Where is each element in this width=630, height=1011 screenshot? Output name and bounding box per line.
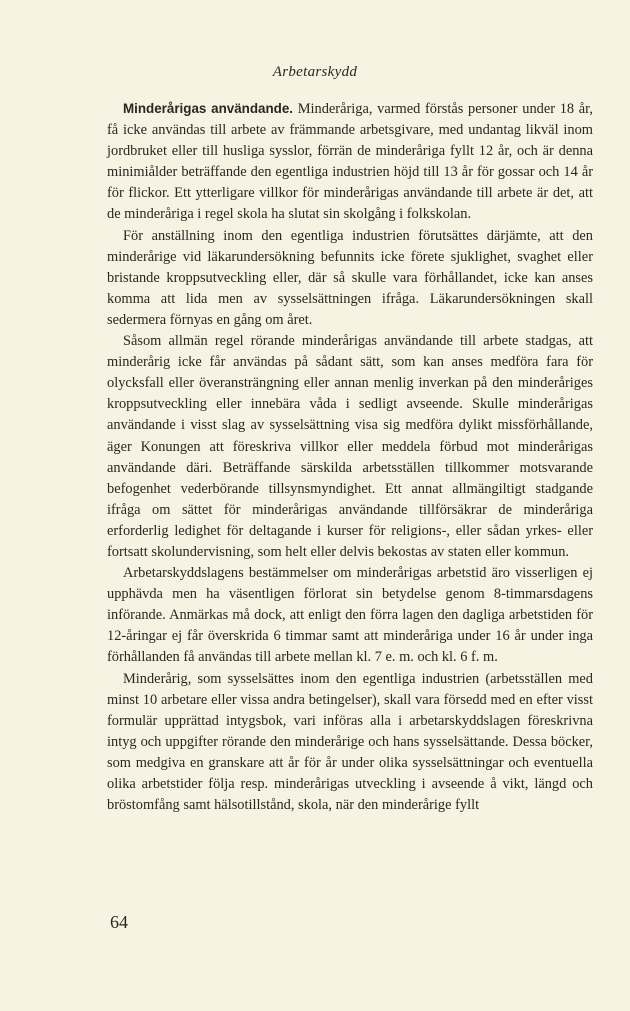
paragraph-1-text: Minderåriga, varmed förstås personer under 18 år, få icke användas till arbete av främmande arbetsgivare, med undantag likväl inom jordbruket eller till husliga sysslor, förrän de minderåriga fyllt 12 år, och är denna minimiålder beträffande den egentliga industrien höjd till 13 år för gossar och 14 år för flickor. Ett ytterligare villkor för minderårigas användande till arbete är det, att de minderåriga i regel skola ha slutat sin skolgång i folkskolan. [107, 101, 593, 223]
paragraph-5: Minderårig, som sysselsättes inom den egentliga industrien (arbetsställen med minst 10 arbetare eller vissa andra betingelser), skall vara försedd med en efter visst formulär upprättad intygsbok, vari införas alla i arbetarskyddslagen föreskrivna intyg och uppgifter rörande den minderårige och hans sysselsättande. Dessa böcker, som medgiva en granskare att år för år under olika sysselsättningar och eventuella olika arbetstider följa resp. minderårigas utveckling i avseende å vikt, längd och bröstomfång samt hälsotillstånd, skola, när den minderårige fyllt [107, 670, 593, 814]
section-heading: Minderårigas användande. [123, 101, 294, 116]
paragraph-2: För anställning inom den egentliga industrien förutsättes därjämte, att den minderårige vid läkarundersökning befunnits icke förete sjuklighet, svaghet eller bristande kroppsutveckling eller, där så skulle vara förhållandet, icke kan anses komma att lida men av sysselsättningen ifråga. Läkarundersökningen skall sedermera förnyas en gång om året. [107, 227, 593, 328]
page-number: 64 [110, 912, 128, 932]
paragraph-4: Arbetarskyddslagens bestämmelser om minderårigas arbetstid äro visserligen ej upphävda men ha väsentligen förlorat sin betydelse genom 8-timmarsdagens införande. Anmärkas må dock, att enligt den förra lagen den dagliga arbetstiden för 12-åringar ej får överskrida 6 timmar samt att minderåriga under 16 år under inga förhållanden få användas till arbete mellan kl. 7 e. m. och kl. 6 f. m. [107, 565, 593, 666]
body-text [107, 98, 593, 816]
running-head: Arbetarskydd [272, 64, 358, 80]
paragraph-3: Såsom allmän regel rörande minderårigas användande till arbete stadgas, att minderårig icke får användas på sådant sätt, som kan anses medföra fara för olycksfall eller överansträngning eller annan menlig inverkan på den minderåriges kroppsutveckling eller innebära våda i sedligt avseende. Skulle minderårigas användande i visst slag av sysselsättning visa sig medföra dylikt missförhållande, äger Konungen att föreskriva villkor eller meddela förbud mot minderårigas användande däri. Beträffande särskilda arbetsställen tillkommer motsvarande befogenhet vederbörande tillsynsmyndighet. Ett annat allmängiltigt stadgande ifråga om sättet för minderårigas användande tillförsäkrar de minderåriga erforderlig ledighet för deltagande i kurser för religions-, eller sådan yrkes- eller fortsatt skolundervisning, som helt eller delvis bekostas av staten eller kommun. [107, 333, 593, 560]
paragraph-1 [107, 98, 593, 226]
